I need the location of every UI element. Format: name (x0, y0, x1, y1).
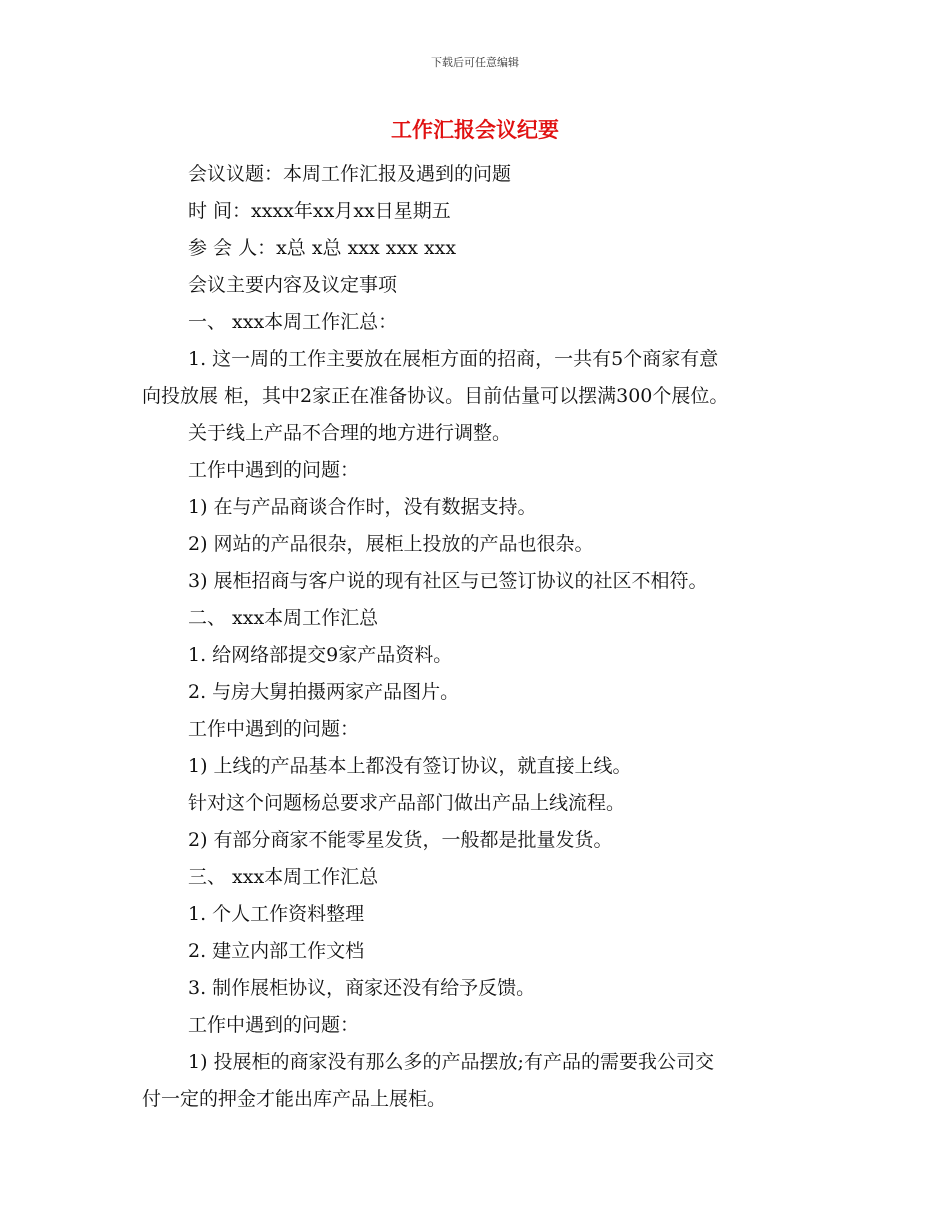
body-line: 时 间：xxxx年xx月xx日星期五 (188, 200, 451, 222)
body-line: 3. 制作展柜协议，商家还没有给予反馈。 (188, 977, 536, 999)
body-line: 2. 与房大舅拍摄两家产品图片。 (188, 681, 460, 703)
body-line: 会议主要内容及议定事项 (188, 274, 398, 296)
body-line: 工作中遇到的问题： (188, 718, 360, 740)
body-line: 1) 投展柜的商家没有那么多的产品摆放;有产品的需要我公司交 (188, 1051, 714, 1073)
body-line: 1) 在与产品商谈合作时，没有数据支持。 (188, 496, 537, 518)
body-line: 1. 这一周的工作主要放在展柜方面的招商，一共有5个商家有意 (188, 348, 719, 370)
body-line: 关于线上产品不合理的地方进行调整。 (188, 422, 512, 444)
section-heading: 一、 xxx本周工作汇总： (188, 311, 398, 333)
body-line: 工作中遇到的问题： (188, 1014, 360, 1036)
body-line: 1. 给网络部提交9家产品资料。 (188, 644, 453, 666)
body-line: 会议议题：本周工作汇报及遇到的问题 (188, 163, 512, 185)
section-heading: 二、 xxx本周工作汇总 (188, 607, 379, 629)
body-line: 2) 网站的产品很杂，展柜上投放的产品也很杂。 (188, 533, 594, 555)
body-line: 付一定的押金才能出库产品上展柜。 (142, 1088, 447, 1110)
document-title: 工作汇报会议纪要 (391, 118, 559, 142)
body-line: 1. 个人工作资料整理 (188, 903, 365, 925)
body-line: 2) 有部分商家不能零星发货，一般都是批量发货。 (188, 829, 613, 851)
body-line: 3) 展柜招商与客户说的现有社区与已签订协议的社区不相符。 (188, 570, 708, 592)
document-body (142, 156, 822, 1118)
body-line: 2. 建立内部工作文档 (188, 940, 365, 962)
section-heading: 三、 xxx本周工作汇总 (188, 866, 379, 888)
body-line: 参 会 人：x总 x总 xxx xxx xxx (188, 237, 457, 259)
body-line: 1) 上线的产品基本上都没有签订协议，就直接上线。 (188, 755, 632, 777)
body-line: 向投放展 柜，其中2家正在准备协议。目前估量可以摆满300个展位。 (142, 385, 729, 407)
header-note: 下载后可任意编辑 (431, 56, 519, 69)
body-line: 工作中遇到的问题： (188, 459, 360, 481)
body-line: 针对这个问题杨总要求产品部门做出产品上线流程。 (188, 792, 626, 814)
